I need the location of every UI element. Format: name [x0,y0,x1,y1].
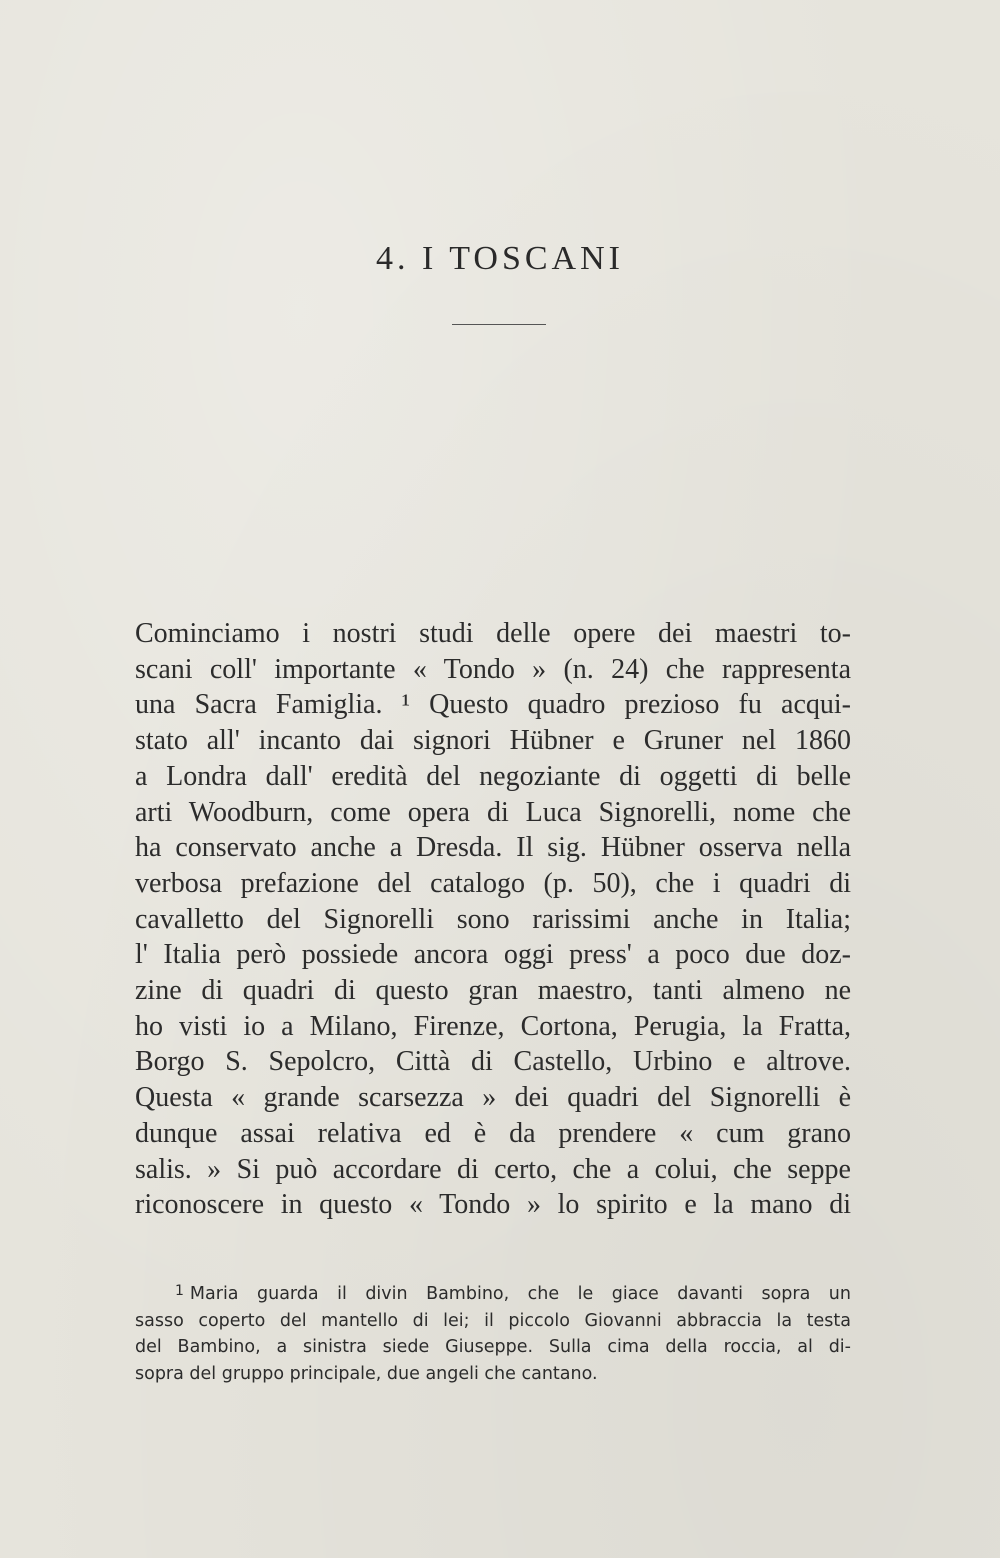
footnote [135,1278,851,1387]
body-line: dunque assai relativa ed è da prendere « cum grano [135,1117,851,1149]
footnote-line: sasso coperto del mantello di lei; il piccolo Giovanni abbraccia la testa [135,1310,851,1331]
body-line: arti Woodburn, come opera di Luca Signorelli, nome che [135,796,851,828]
title-divider [452,324,546,325]
body-line: Cominciamo i nostri studi delle opere dei maestri to- [135,618,851,649]
body-line: cavalletto del Signorelli sono rarissimi anche in Italia; [135,903,851,935]
body-line: Borgo S. Sepolcro, Città di Castello, Urbino e altrove. [135,1046,851,1078]
body-line: riconoscere in questo « Tondo » lo spirito e la mano di [135,1189,851,1221]
body-line: zine di quadri di questo gran maestro, tanti almeno ne [135,975,851,1007]
body-line: a Londra dall' eredità del negoziante di oggetti di belle [135,760,851,792]
body-text [135,616,851,1223]
body-line: ho visti io a Milano, Firenze, Cortona, Perugia, la Fratta, [135,1010,851,1042]
body-line: ha conservato anche a Dresda. Il sig. Hübner osserva nella [135,832,851,864]
body-line: scani coll' importante « Tondo » (n. 24) che rappresenta [135,653,851,685]
body-line: Questa « grande scarsezza » dei quadri del Signorelli è [135,1082,851,1114]
footnote-line: del Bambino, a sinistra siede Giuseppe. Sulla cima della roccia, al di- [135,1337,851,1357]
body-line: una Sacra Famiglia. ¹ Questo quadro prezioso fu acqui- [135,689,851,721]
chapter-title: 4. I TOSCANI [376,240,624,277]
footnote-text: Maria guarda il divin Bambino, che le giace davanti sopra un [189,1284,851,1304]
body-line: salis. » Si può accordare di certo, che a colui, che seppe [135,1153,851,1185]
body-line: stato all' incanto dai signori Hübner e Gruner nel 1860 [135,725,851,757]
body-line: verbosa prefazione del catalogo (p. 50), che i quadri di [135,867,851,899]
footnote-line [135,1278,851,1308]
body-line: l' Italia però possiede ancora oggi press' a poco due doz- [135,939,851,971]
footnote-line: sopra del gruppo principale, due angeli che cantano. [135,1363,598,1384]
footnote-marker: 1 [175,1283,184,1299]
